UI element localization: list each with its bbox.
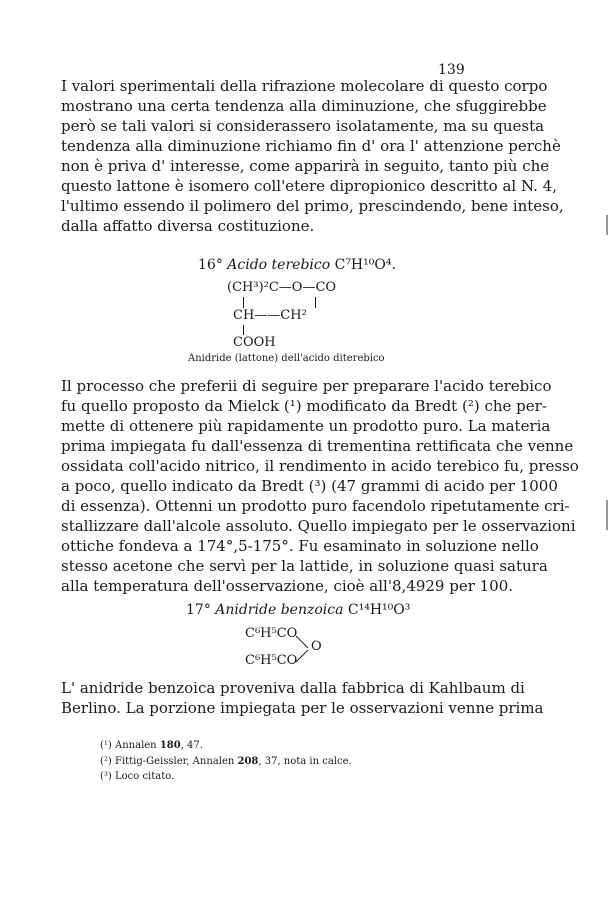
text-line: a poco, quello indicato da Bredt (³) (47 grammi di acido per 1000: [61, 477, 558, 495]
text-line: questo lattone è isomero coll'etere dipropionico descritto al N. 4,: [61, 177, 557, 195]
text-line: fu quello proposto da Mielck (¹) modificato da Bredt (²) che per-: [61, 397, 547, 415]
bond-vertical-left: [243, 297, 244, 308]
text-line: però se tali valori si considerassero isolatamente, ma su questa: [61, 117, 545, 135]
text-line: tendenza alla diminuzione richiamo fin d' ora l' attenzione perchè: [61, 137, 561, 155]
footnote-text: , 37, nota in calce.: [258, 756, 352, 767]
text-line: mostrano una certa tendenza alla diminuzione, che sfuggirebbe: [61, 97, 547, 115]
section-16-heading: [198, 257, 396, 273]
paragraph-2: [61, 376, 579, 596]
structure-middle-line: CH——CH²: [233, 308, 307, 323]
text-line: L' anidride benzoica proveniva dalla fabbrica di Kahlbaum di: [61, 679, 525, 697]
text-line: prima impiegata fu dall'essenza di trementina rettificata che venne: [61, 437, 574, 455]
paragraph-3: [61, 678, 544, 718]
structure-oxygen: O: [311, 639, 322, 654]
footnote-mark: (¹): [100, 740, 112, 751]
text-line: di essenza). Ottenni un prodotto puro facendolo ripetutamente cri-: [61, 497, 570, 515]
anhydride-bond-lines: [295, 632, 311, 666]
footnote-1: [100, 740, 203, 751]
footnote-3: [100, 771, 174, 782]
text-line: mette di ottenere più rapidamente un prodotto puro. La materia: [61, 417, 551, 435]
footnote-text: Loco citato.: [115, 771, 175, 782]
text-line: I valori sperimentali della rifrazione molecolare di questo corpo: [61, 77, 548, 95]
text-line: dalla affatto diversa costituzione.: [61, 217, 315, 235]
structure-bottom-line: COOH: [233, 335, 276, 350]
footnote-volume: 180: [159, 740, 181, 751]
compound-name: Anidride benzoica: [215, 602, 344, 618]
bond-vertical-right: [315, 297, 316, 308]
section-17-heading: [186, 602, 410, 618]
compound-formula: C¹⁴H¹⁰O³: [347, 602, 411, 618]
structure-caption: Anidride (lattone) dell'acido diterebico: [188, 353, 385, 364]
text-line: l'ultimo essendo il polimero del primo, prescindendo, bene inteso,: [61, 197, 564, 215]
footnote-text: Fittig-Geissler, Annalen: [115, 756, 238, 767]
paragraph-1: [61, 76, 564, 236]
compound-formula: C⁷H¹⁰O⁴.: [334, 257, 396, 273]
text-line: stesso acetone che servì per la lattide, in soluzione quasi satura: [61, 557, 548, 575]
footnote-mark: (³): [100, 771, 112, 782]
text-line: alla temperatura dell'osservazione, cioè all'8,4929 per 100.: [61, 577, 514, 595]
footnote-volume: 208: [237, 756, 259, 767]
structure-top-line: C⁶H⁵CO: [245, 626, 298, 641]
compound-name: Acido terebico: [227, 257, 331, 273]
text-line: ossidata coll'acido nitrico, il rendimento in acido terebico fu, presso: [61, 457, 579, 475]
text-line: non è priva d' interesse, come apparirà in seguito, tanto più che: [61, 157, 550, 175]
footnote-2: [100, 756, 352, 767]
footnote-text: , 47.: [180, 740, 203, 751]
text-line: Berlino. La porzione impiegata per le osservazioni venne prima: [61, 699, 544, 717]
page-number: 139: [438, 62, 465, 78]
section-number: 17°: [186, 602, 211, 618]
text-line: ottiche fondeva a 174°,5-175°. Fu esaminato in soluzione nello: [61, 537, 539, 555]
bond-vertical-bottom: [243, 325, 244, 335]
text-line: stallizzare dall'alcole assoluto. Quello impiegato per le osservazioni: [61, 517, 576, 535]
text-line: Il processo che preferii di seguire per preparare l'acido terebico: [61, 377, 552, 395]
footnote-mark: (²): [100, 756, 112, 767]
footnote-text: Annalen: [115, 740, 160, 751]
structure-bottom-line: C⁶H⁵CO: [245, 653, 298, 668]
structure-top-line: (CH³)²C—O—CO: [227, 280, 337, 295]
section-number: 16°: [198, 257, 223, 273]
